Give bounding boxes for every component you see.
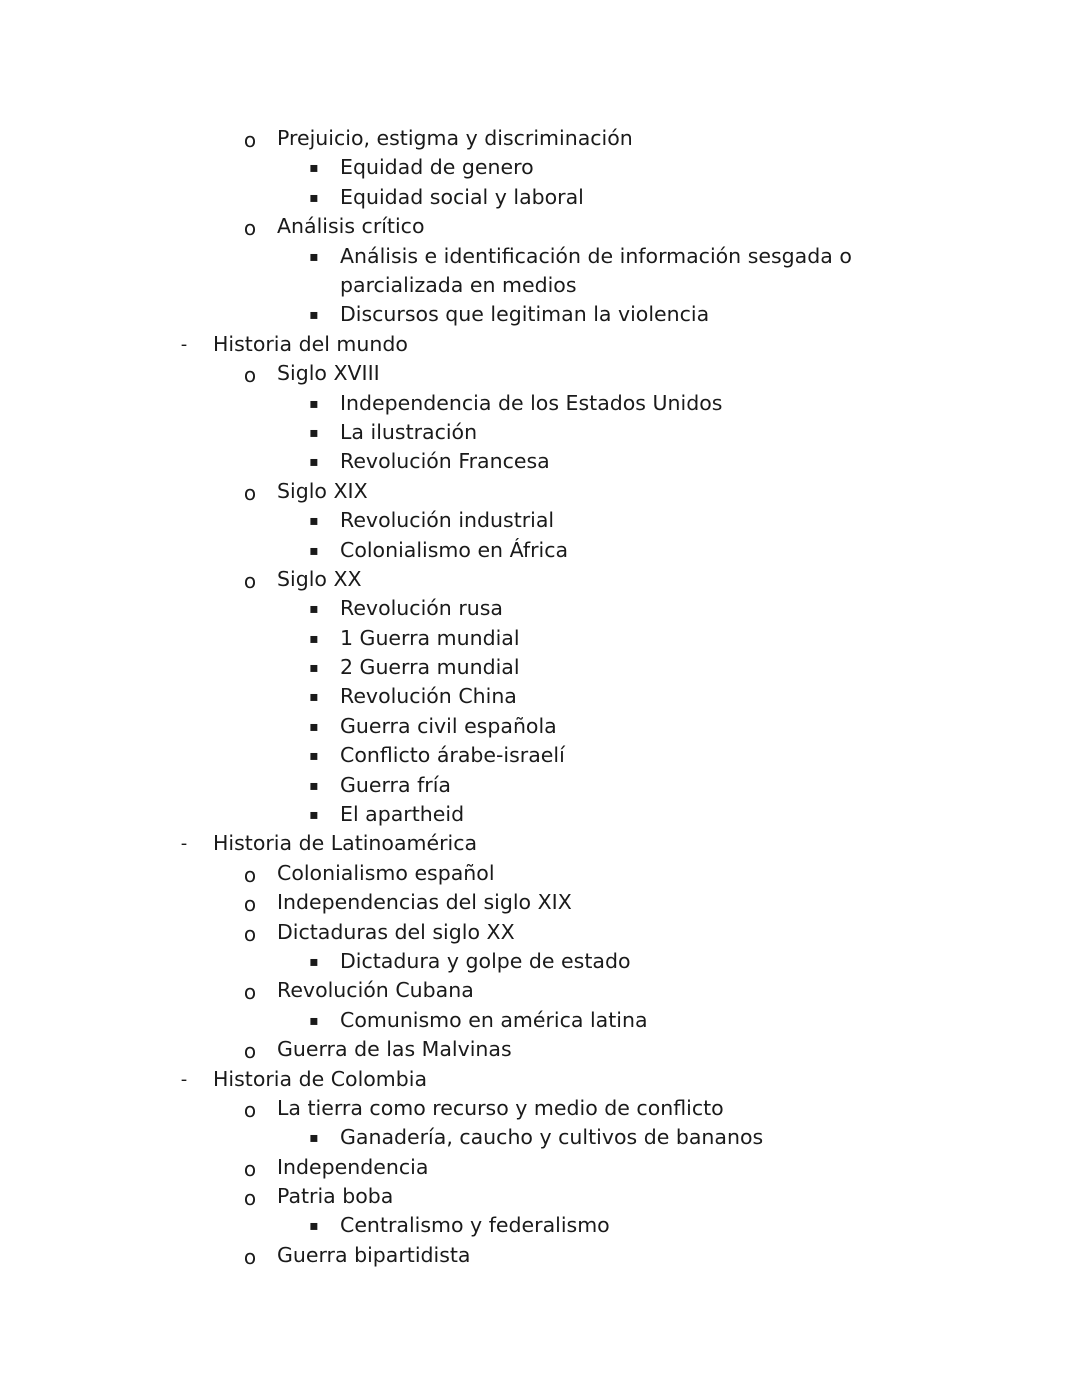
circle-bullet-icon: o — [243, 568, 257, 593]
outline-item-text: Independencia de los Estados Unidos — [340, 390, 723, 415]
square-bullet-icon: ▪ — [309, 307, 319, 324]
square-bullet-icon: ▪ — [309, 248, 319, 265]
square-bullet-icon: ▪ — [309, 601, 319, 618]
outline-item-text: Centralismo y federalismo — [340, 1213, 610, 1238]
square-bullet-icon: ▪ — [309, 189, 319, 206]
outline-item-level-2 — [0, 1153, 1080, 1182]
outline-item-text: Siglo XVIII — [277, 361, 380, 386]
outline-item-text: Revolución China — [340, 684, 517, 709]
outline-item-text: Revolución industrial — [340, 508, 555, 533]
outline-item-text: Siglo XX — [277, 566, 362, 591]
circle-bullet-icon: o — [243, 980, 257, 1005]
square-bullet-icon: ▪ — [309, 1218, 319, 1235]
square-bullet-icon: ▪ — [309, 689, 319, 706]
circle-bullet-icon: o — [243, 1097, 257, 1122]
circle-bullet-icon: o — [243, 128, 257, 152]
outline-item-text: Historia de Latinoamérica — [213, 831, 478, 856]
outline-item-text: Guerra bipartidista — [277, 1242, 471, 1267]
outline-item-text: Independencia — [277, 1154, 429, 1179]
outline-item-level-2 — [0, 859, 1080, 888]
outline-item-level-3 — [0, 506, 1080, 535]
outline-item-text: Conflicto árabe-israelí — [340, 743, 565, 768]
circle-bullet-icon: o — [243, 480, 257, 505]
dash-bullet-icon: - — [180, 333, 188, 355]
circle-bullet-icon: o — [243, 1244, 257, 1269]
outline-item-text: Equidad social y laboral — [340, 184, 584, 209]
outline-item-level-3 — [0, 1006, 1080, 1035]
outline-item-text: Siglo XIX — [277, 478, 368, 503]
outline-item-text: Patria boba — [277, 1184, 394, 1209]
outline-item-level-3 — [0, 1211, 1080, 1240]
square-bullet-icon: ▪ — [309, 513, 319, 530]
outline-item-text: Guerra fría — [340, 772, 451, 797]
outline-item-text: Análisis e identificación de información sesgada o parcializada en medios — [340, 243, 852, 297]
square-bullet-icon: ▪ — [309, 1130, 319, 1147]
outline-item-text: Discursos que legitiman la violencia — [340, 302, 710, 327]
outline-item-text: El apartheid — [340, 802, 465, 827]
outline-item-level-2 — [0, 477, 1080, 506]
outline-item-text: Colonialismo en África — [340, 537, 569, 562]
outline-item-text: Colonialismo español — [277, 860, 495, 885]
square-bullet-icon: ▪ — [309, 777, 319, 794]
outline-item-text: Análisis crítico — [277, 214, 425, 239]
square-bullet-icon: ▪ — [309, 630, 319, 647]
outline-item-text: Guerra de las Malvinas — [277, 1037, 512, 1062]
outline-item-text: 1 Guerra mundial — [340, 625, 520, 650]
outline-item-level-2 — [0, 359, 1080, 388]
outline-item-level-3 — [0, 947, 1080, 976]
outline-item-level-2 — [0, 1182, 1080, 1211]
outline-item-level-2 — [0, 212, 1080, 241]
outline-item-level-3 — [0, 624, 1080, 653]
outline-item-text: Guerra civil española — [340, 713, 557, 738]
outline-item-level-3 — [0, 594, 1080, 623]
outline-item-text: Ganadería, caucho y cultivos de bananos — [340, 1125, 764, 1150]
outline-item-level-3 — [0, 712, 1080, 741]
circle-bullet-icon: o — [243, 862, 257, 887]
square-bullet-icon: ▪ — [309, 748, 319, 765]
outline-item-level-2 — [0, 1094, 1080, 1123]
outline-item-level-3 — [0, 1123, 1080, 1152]
outline-item-text: Equidad de genero — [340, 155, 534, 180]
outline-item-level-3 — [0, 242, 1080, 301]
outline-item-text: 2 Guerra mundial — [340, 655, 520, 680]
outline-item-level-2 — [0, 565, 1080, 594]
circle-bullet-icon: o — [243, 892, 257, 917]
outline-item-level-3 — [0, 536, 1080, 565]
outline-item-level-3 — [0, 183, 1080, 212]
circle-bullet-icon: o — [243, 216, 257, 241]
square-bullet-icon: ▪ — [309, 160, 319, 177]
outline-item-level-1 — [0, 330, 1080, 359]
outline-item-text: La ilustración — [340, 419, 478, 444]
square-bullet-icon: ▪ — [309, 542, 319, 559]
outline-item-level-2 — [0, 1241, 1080, 1270]
outline-item-level-3 — [0, 300, 1080, 329]
square-bullet-icon: ▪ — [309, 1012, 319, 1029]
outline-item-level-3 — [0, 741, 1080, 770]
outline-item-level-2 — [0, 976, 1080, 1005]
outline-item-text: Revolución Francesa — [340, 449, 550, 474]
outline-item-text: Independencias del siglo XIX — [277, 890, 572, 915]
circle-bullet-icon: o — [243, 1156, 257, 1181]
outline-item-level-3 — [0, 653, 1080, 682]
outline-item-level-3 — [0, 418, 1080, 447]
outline-item-text: Historia del mundo — [213, 331, 408, 356]
outline-item-level-1 — [0, 829, 1080, 858]
outline-item-level-3 — [0, 389, 1080, 418]
circle-bullet-icon: o — [243, 363, 257, 388]
outline-item-text: La tierra como recurso y medio de conflicto — [277, 1095, 724, 1120]
outline-item-text: Dictaduras del siglo XX — [277, 919, 515, 944]
circle-bullet-icon: o — [243, 1186, 257, 1211]
square-bullet-icon: ▪ — [309, 395, 319, 412]
square-bullet-icon: ▪ — [309, 953, 319, 970]
square-bullet-icon: ▪ — [309, 718, 319, 735]
circle-bullet-icon: o — [243, 921, 257, 946]
outline-item-level-2 — [0, 918, 1080, 947]
outline-item-level-2 — [0, 124, 1080, 153]
outline-item-level-2 — [0, 888, 1080, 917]
outline-item-text: Prejuicio, estigma y discriminación — [277, 126, 633, 150]
outline-item-level-3 — [0, 447, 1080, 476]
outline-item-level-3 — [0, 800, 1080, 829]
square-bullet-icon: ▪ — [309, 660, 319, 677]
square-bullet-icon: ▪ — [309, 807, 319, 824]
dash-bullet-icon: - — [180, 1068, 188, 1090]
circle-bullet-icon: o — [243, 1039, 257, 1064]
outline-item-text: Revolución rusa — [340, 596, 503, 621]
square-bullet-icon: ▪ — [309, 454, 319, 471]
document-page — [0, 124, 1080, 1270]
square-bullet-icon: ▪ — [309, 424, 319, 441]
outline-item-text: Dictadura y golpe de estado — [340, 948, 631, 973]
outline-item-level-2 — [0, 1035, 1080, 1064]
outline-item-level-1 — [0, 1065, 1080, 1094]
outline-item-text: Revolución Cubana — [277, 978, 474, 1003]
outline-item-level-3 — [0, 682, 1080, 711]
dash-bullet-icon: - — [180, 833, 188, 855]
outline-item-text: Comunismo en américa latina — [340, 1007, 648, 1032]
outline-item-level-3 — [0, 771, 1080, 800]
outline-item-text: Historia de Colombia — [213, 1066, 428, 1091]
outline-item-level-3 — [0, 153, 1080, 182]
